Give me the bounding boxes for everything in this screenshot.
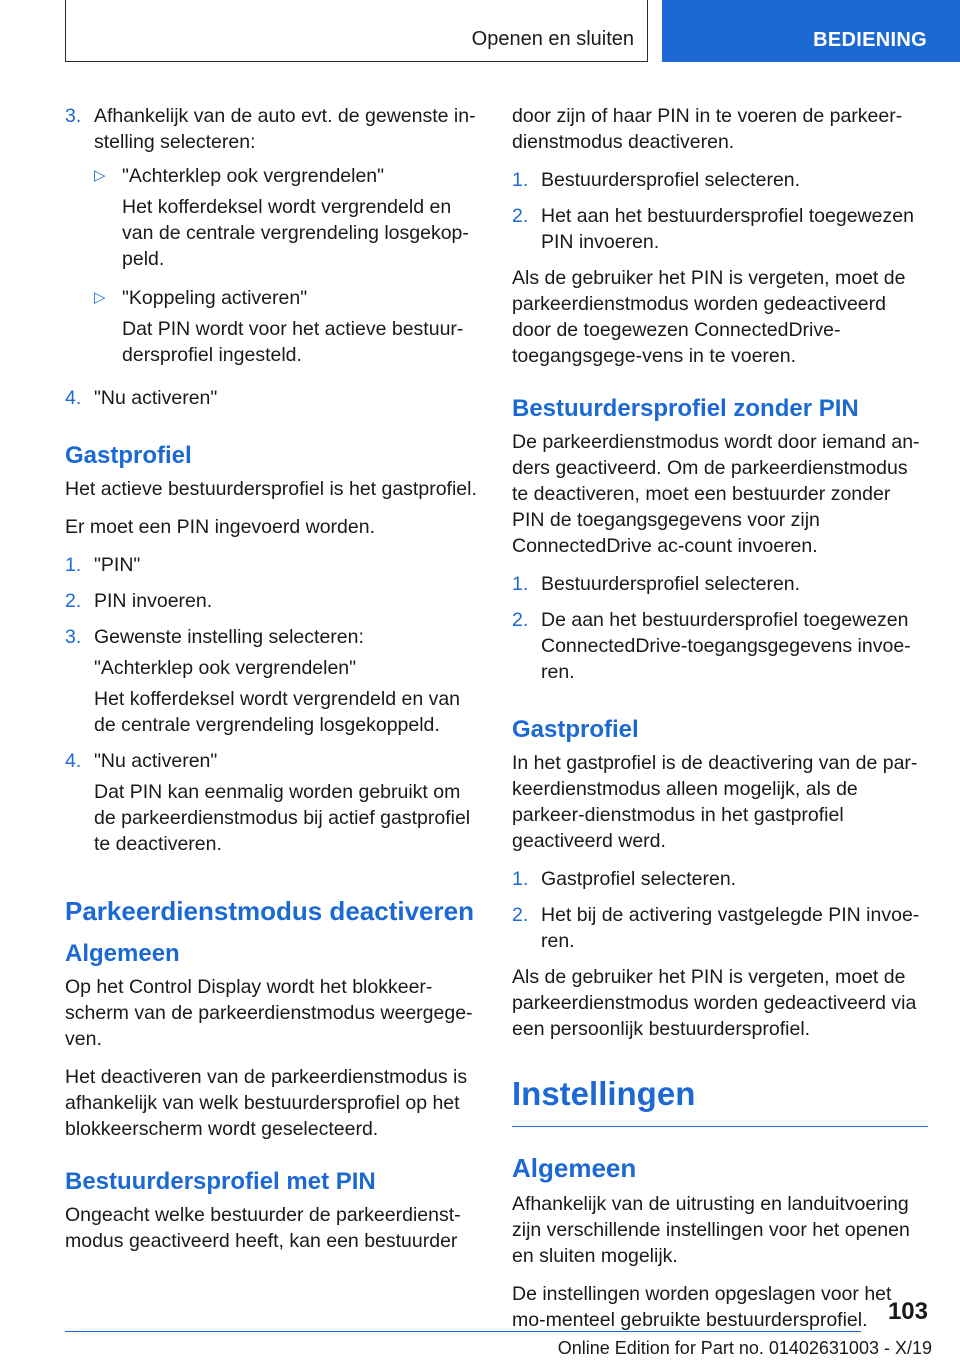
list-number: 3. [65, 105, 82, 127]
list-item [512, 866, 928, 897]
list-item [65, 624, 481, 743]
list-subtext: Het kofferdeksel wordt vergrendeld en van de centrale vergrendeling losgekoppeld. [94, 688, 461, 736]
list-text: Het aan het bestuurdersprofiel toegewezen PIN invoeren. [541, 205, 914, 253]
list-number: 4. [65, 750, 82, 772]
list-text: De aan het bestuurdersprofiel toegewezen ConnectedDrive-toegangsgegevens invoe-ren. [541, 609, 911, 683]
list-number: 4. [65, 387, 82, 409]
list-text: "Nu activeren" [94, 387, 218, 409]
list-number: 1. [65, 554, 82, 576]
list-text: Gewenste instelling selecteren: [94, 626, 364, 648]
bullet-item [94, 163, 481, 277]
bullet-title: "Koppeling activeren" [122, 287, 308, 309]
heading-algemeen: Algemeen [512, 1153, 637, 1183]
list-text: Bestuurdersprofiel selecteren. [541, 169, 801, 191]
list-item [512, 571, 928, 602]
list-item [65, 103, 481, 380]
left-column [65, 103, 481, 1266]
heading-parkeerdienstmodus-deactiveren: Parkeerdienstmodus deactiveren [65, 896, 474, 926]
list-item [65, 552, 481, 583]
paragraph: Als de gebruiker het PIN is vergeten, moet de parkeerdienstmodus worden gedeactiveerd via een persoonlijk bestuurdersprofiel. [512, 966, 917, 1040]
page-header [0, 0, 960, 64]
bullet-text: Het kofferdeksel wordt vergrendeld en van de centrale vergrendeling losgekop-peld. [122, 196, 469, 270]
list-text: Bestuurdersprofiel selecteren. [541, 573, 801, 595]
list-item [512, 203, 928, 260]
heading-bestuurdersprofiel-met-pin: Bestuurdersprofiel met PIN [65, 1168, 376, 1195]
chapter-tab: BEDIENING [662, 0, 960, 62]
list-item [65, 588, 481, 619]
page-number: 103 [887, 1298, 928, 1325]
paragraph: Het actieve bestuurdersprofiel is het gastprofiel. [65, 478, 477, 500]
heading-bestuurdersprofiel-zonder-pin: Bestuurdersprofiel zonder PIN [512, 395, 859, 422]
paragraph: door zijn of haar PIN in te voeren de parkeer-dienstmodus deactiveren. [512, 105, 903, 153]
list-number: 2. [512, 904, 529, 926]
triangle-bullet-icon: ▷ [94, 167, 106, 184]
list-text: PIN invoeren. [94, 590, 213, 612]
list-item [65, 748, 481, 862]
list-number: 2. [65, 590, 82, 612]
list-number: 1. [512, 868, 529, 890]
paragraph: Als de gebruiker het PIN is vergeten, moet de parkeerdienstmodus worden gedeactiveerd door de toegewezen ConnectedDrive-toegangsgege-vens in te voeren. [512, 267, 906, 367]
list-text: "PIN" [94, 554, 141, 576]
list-text: Afhankelijk van de auto evt. de gewenste in-stelling selecteren: [94, 105, 476, 153]
paragraph: Ongeacht welke bestuurder de parkeerdienst-modus geactiveerd heeft, kan een bestuurder [65, 1204, 461, 1252]
footer-divider [65, 1331, 861, 1332]
footer-edition: Online Edition for Part no. 01402631003 - X/19 [557, 1338, 932, 1358]
paragraph: Op het Control Display wordt het blokkeer-scherm van de parkeerdienstmodus weergege-ven. [65, 976, 473, 1050]
list-number: 2. [512, 609, 529, 631]
heading-gastprofiel: Gastprofiel [512, 716, 639, 743]
heading-gastprofiel: Gastprofiel [65, 442, 192, 469]
list-number: 1. [512, 573, 529, 595]
list-number: 3. [65, 626, 82, 648]
paragraph: Er moet een PIN ingevoerd worden. [65, 516, 376, 538]
paragraph: De parkeerdienstmodus wordt door iemand an-ders geactiveerd. Om de parkeerdienstmodus te deactiveren, moet een bestuurder zonder PIN de toegangsgegevens voor zijn ConnectedDrive ac-count invoeren. [512, 431, 920, 557]
bullet-item [94, 285, 481, 373]
right-column [512, 103, 928, 1345]
list-text: "Nu activeren" [94, 750, 218, 772]
section-title: Openen en sluiten [471, 28, 634, 50]
list-text: Gastprofiel selecteren. [541, 868, 737, 890]
paragraph: In het gastprofiel is de deactivering van de par-keerdienstmodus alleen mogelijk, als de parkeer-dienstmodus in het gastprofiel geactiveerd werd. [512, 752, 918, 852]
heading-instellingen: Instellingen [512, 1074, 928, 1127]
list-text: Het bij de activering vastgelegde PIN invoe-ren. [541, 904, 920, 952]
list-number: 1. [512, 169, 529, 191]
paragraph: Afhankelijk van de uitrusting en landuitvoering zijn verschillende instellingen voor het openen en sluiten mogelijk. [512, 1193, 910, 1267]
bullet-text: Dat PIN wordt voor het actieve bestuur-dersprofiel ingesteld. [122, 318, 464, 366]
list-item [65, 385, 481, 416]
list-item [512, 167, 928, 198]
triangle-bullet-icon: ▷ [94, 289, 106, 306]
list-item [512, 607, 928, 690]
list-subtext: "Achterklep ook vergrendelen" [94, 657, 357, 679]
paragraph: De instellingen worden opgeslagen voor het mo-menteel gebruikte bestuurdersprofiel. [512, 1283, 892, 1331]
list-item [512, 902, 928, 959]
list-subtext: Dat PIN kan eenmalig worden gebruikt om de parkeerdienstmodus bij actief gastprofiel te deactiveren. [94, 781, 471, 855]
heading-algemeen: Algemeen [65, 940, 180, 967]
bullet-title: "Achterklep ook vergrendelen" [122, 165, 385, 187]
list-number: 2. [512, 205, 529, 227]
paragraph: Het deactiveren van de parkeerdienstmodus is afhankelijk van welk bestuurdersprofiel op het blokkeerscherm wordt geselecteerd. [65, 1066, 468, 1140]
